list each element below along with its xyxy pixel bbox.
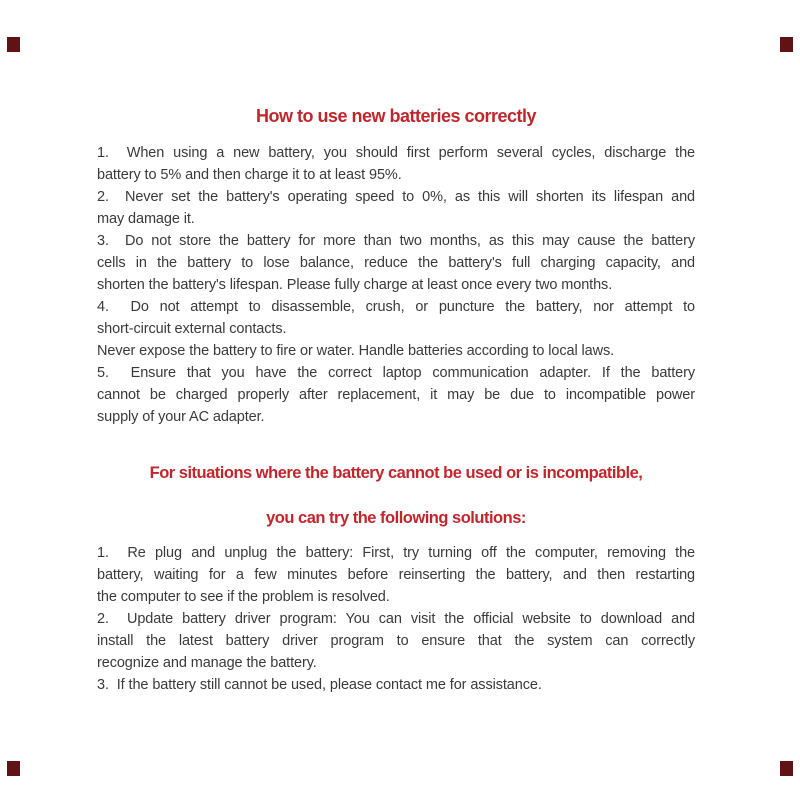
usage-line: 5. Ensure that you have the correct laptop communication adapter. If the battery bbox=[97, 365, 695, 381]
solution-line: 1. Re plug and unplug the battery: First, try turning off the computer, removing the bbox=[97, 545, 695, 561]
usage-line: 2. Never set the battery's operating speed to 0%, as this will shorten its lifespan and bbox=[97, 189, 695, 205]
corner-mark-top-left bbox=[7, 37, 20, 52]
usage-line: 1. When using a new battery, you should first perform several cycles, discharge the bbox=[97, 145, 695, 161]
usage-instructions-section bbox=[97, 142, 695, 428]
usage-line: may damage it. bbox=[97, 211, 195, 227]
usage-line: supply of your AC adapter. bbox=[97, 409, 265, 425]
solution-line: recognize and manage the battery. bbox=[97, 655, 317, 671]
usage-line: cells in the battery to lose balance, reduce the battery's full charging capacity, and bbox=[97, 255, 695, 271]
corner-mark-top-right bbox=[780, 37, 793, 52]
solution-line: 2. Update battery driver program: You can visit the official website to download and bbox=[97, 611, 695, 627]
page-title: How to use new batteries correctly bbox=[255, 106, 537, 126]
usage-line: cannot be charged properly after replacement, it may be due to incompatible power bbox=[97, 387, 695, 403]
usage-line: short-circuit external contacts. bbox=[97, 321, 287, 337]
usage-line: shorten the battery's lifespan. Please fully charge at least once every two months. bbox=[97, 277, 613, 293]
troubleshooting-solutions-section bbox=[97, 542, 695, 696]
usage-line: 3. Do not store the battery for more than two months, as this may cause the battery bbox=[97, 233, 695, 249]
solution-line: 3. If the battery still cannot be used, please contact me for assistance. bbox=[97, 677, 542, 693]
solution-line: battery, waiting for a few minutes before reinserting the battery, and then restarting bbox=[97, 567, 695, 583]
usage-line: 4. Do not attempt to disassemble, crush, or puncture the battery, nor attempt to bbox=[97, 299, 695, 315]
corner-mark-bottom-right bbox=[780, 761, 793, 776]
troubleshooting-heading-line1: For situations where the battery cannot be used or is incompatible, bbox=[149, 464, 643, 482]
corner-mark-bottom-left bbox=[7, 761, 20, 776]
solution-line: the computer to see if the problem is resolved. bbox=[97, 589, 390, 605]
troubleshooting-heading-line2: you can try the following solutions: bbox=[266, 509, 526, 527]
usage-line: battery to 5% and then charge it to at least 95%. bbox=[97, 167, 402, 183]
solution-line: install the latest battery driver program to ensure that the system can correctly bbox=[97, 633, 695, 649]
usage-line: Never expose the battery to fire or water. Handle batteries according to local laws. bbox=[97, 343, 615, 359]
